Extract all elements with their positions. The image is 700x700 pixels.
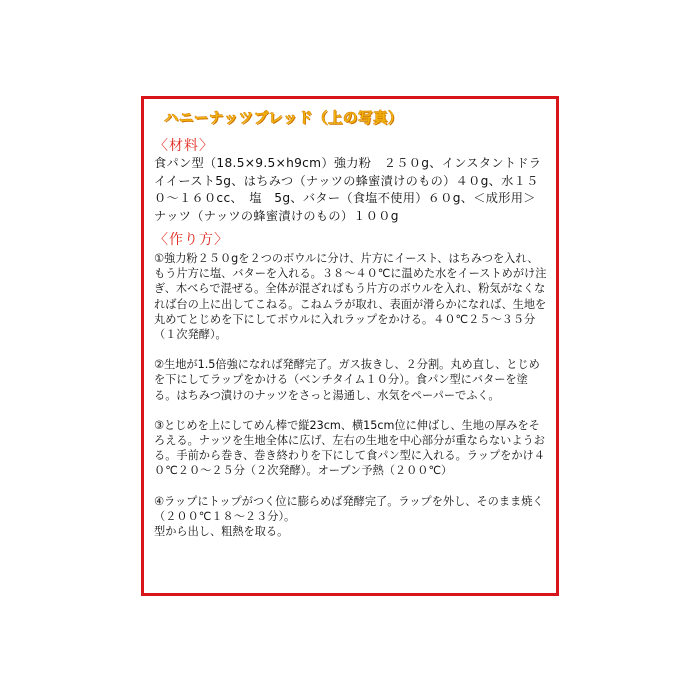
ingredients-heading: 〈材料〉 <box>154 138 214 154</box>
method-step-3: ③とじめを上にしてめん棒で縦23cm、横15cm位に伸ばし、生地の厚みをそろえる。ナッツを生地全体に広げ、左右の生地を中心部分が重ならないようおる。手前から巻き、巻き終わりを下にして食パン型に入れる。ラップをかけ４０℃２０～２５分（２次発酵）。オーブン予熱（２００℃） <box>154 418 545 478</box>
recipe-card <box>141 96 559 596</box>
method-steps <box>154 251 548 539</box>
method-heading: 〈作り方〉 <box>154 232 229 248</box>
recipe-title: ハニーナッツブレッド（上の写真） <box>164 111 403 127</box>
method-step-1: ①強力粉２５０gを２つのボウルに分け、片方にイースト、はちみつを入れ、もう片方に塩、バターを入れる。３８～４０℃に温めた水をイーストめがけ注ぎ、木べらで混ぜる。全体が混ざればもう片方のボウルを入れ、粉気がなくなれば台の上に出してこねる。こねムラが取れ、表面が滑らかになれば、生地を丸めてとじめを下にしてボウルに入れラップをかける。４０℃２５～３５分（１次発酵）。 <box>154 252 547 342</box>
ingredients-text: 食パン型（18.5×9.5×h9cm）強力粉 ２５０g、インスタントドライイースト5g、はちみつ（ナッツの蜂蜜漬けのもの）４０g、水１５０～１６０cc、 塩 5g、バター（食塩不使用）６０g、＜成形用＞ナッツ（ナッツの蜂蜜漬けのもの）１００g <box>154 156 542 223</box>
method-step-4: ④ラップにトップがつく位に膨らめば発酵完了。ラップを外し、そのまま焼く（２００℃１８～２３分）。 型から出し、粗熱を取る。 <box>154 494 544 539</box>
method-step-2: ②生地が1.5倍強になれば発酵完了。ガス抜きし、２分割。丸め直し、とじめを下にしてラップをかける（ベンチタイム１０分）。食パン型にバターを塗る。はちみつ漬けのナッツをさっと湯通し、水気をペーパーでふく。 <box>154 358 540 402</box>
